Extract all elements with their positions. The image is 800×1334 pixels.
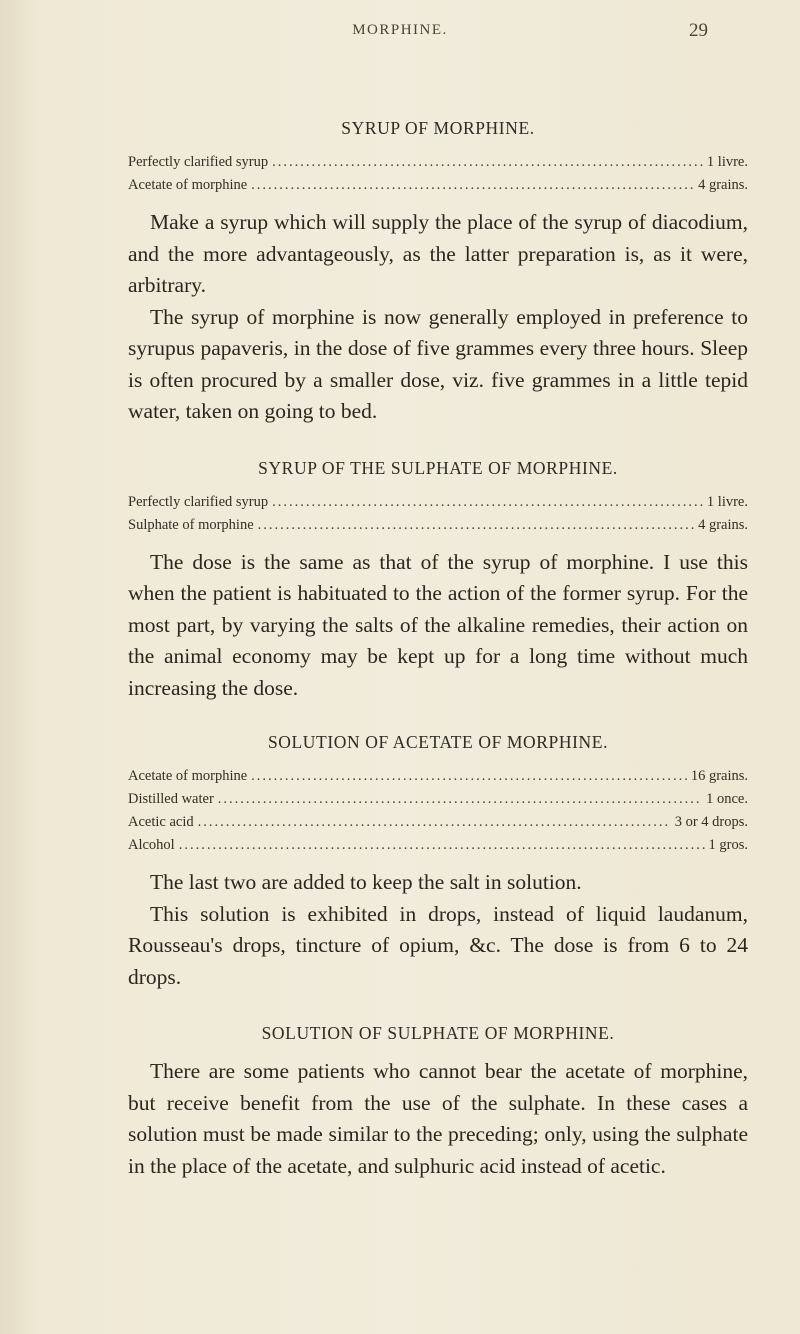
- recipe-row: [128, 514, 748, 537]
- dot-leader: [198, 811, 671, 834]
- recipe-list: [128, 151, 748, 197]
- recipe-row: [128, 788, 748, 811]
- page-number: 29: [689, 20, 708, 41]
- paragraph: The last two are added to keep the salt in solution.: [150, 870, 582, 894]
- ingredient: Acetic acid: [128, 814, 194, 830]
- recipe-row: [128, 834, 748, 857]
- recipe-list: [128, 491, 748, 537]
- recipe-row: [128, 765, 748, 788]
- quantity: 4 grains.: [698, 516, 748, 533]
- dot-leader: [179, 834, 705, 857]
- quantity: 1 livre.: [706, 154, 748, 170]
- ingredient: Acetate of morphine: [128, 177, 248, 193]
- ingredient: Acetate of morphine: [128, 768, 248, 784]
- section-syrup-of-sulphate: [128, 458, 748, 705]
- section-heading: SYRUP OF MORPHINE.: [341, 118, 535, 138]
- recipe-row: [128, 491, 748, 514]
- section-solution-of-sulphate: [128, 1023, 748, 1182]
- recipe-row: [128, 811, 748, 834]
- quantity: 1 gros.: [708, 837, 748, 853]
- section-syrup-of-morphine: [128, 118, 748, 428]
- ingredient: Perfectly clarified syrup: [128, 493, 269, 510]
- running-title: MORPHINE.: [352, 22, 448, 38]
- page-content: [128, 118, 748, 1182]
- recipe-row: [128, 174, 748, 197]
- dot-leader: [218, 788, 702, 811]
- section-heading: SOLUTION OF ACETATE OF MORPHINE.: [267, 732, 609, 752]
- paragraph: There are some patients who cannot bear the acetate of morphine, but receive benefit from the use of the sulphate. In these cases a solution must be made similar to the preceding; only, using the sulphate in the place of the acetate, and sulphuric acid instead of acetic.: [128, 1059, 748, 1178]
- quantity: 3 or 4 drops.: [674, 814, 748, 830]
- paragraph: The dose is the same as that of the syrup of morphine. I use this when the patient is habituated to the action of the former syrup. For the most part, by varying the salts of the alkaline remedies, their action on the animal economy may be kept up for a long time without much increasing the dose.: [128, 549, 748, 700]
- paragraph: The syrup of morphine is now generally employed in preference to syrupus papaveris, in the dose of five grammes every three hours. Sleep is often procured by a smaller dose, viz. five grammes in a little tepid water, taken on going to bed.: [128, 304, 748, 423]
- dot-leader: [272, 151, 703, 174]
- section-heading: SYRUP OF THE SULPHATE OF MORPHINE.: [258, 457, 618, 478]
- quantity: 1 once.: [706, 791, 748, 807]
- section-solution-of-acetate: [128, 732, 748, 993]
- section-heading: SOLUTION OF SULPHATE OF MORPHINE.: [261, 1023, 615, 1043]
- dot-leader: [251, 174, 694, 197]
- dot-leader: [251, 765, 687, 788]
- recipe-row: [128, 151, 748, 174]
- paragraph: Make a syrup which will supply the place of the syrup of diacodium, and the more advantageously, as the latter preparation is, as it were, arbitrary.: [128, 210, 748, 297]
- quantity: 16 grains.: [690, 768, 748, 784]
- recipe-list: [128, 765, 748, 857]
- quantity: 4 grains.: [698, 177, 748, 193]
- ingredient: Alcohol: [128, 837, 175, 853]
- paragraph: This solution is exhibited in drops, instead of liquid laudanum, Rousseau's drops, tincture of opium, &c. The dose is from 6 to 24 drops.: [128, 901, 748, 989]
- ingredient: Sulphate of morphine: [128, 516, 254, 533]
- running-head: [0, 22, 800, 46]
- ingredient: Distilled water: [128, 791, 214, 807]
- dot-leader: [272, 491, 703, 514]
- dot-leader: [258, 514, 694, 537]
- ingredient: Perfectly clarified syrup: [128, 154, 269, 170]
- quantity: 1 livre.: [706, 493, 748, 510]
